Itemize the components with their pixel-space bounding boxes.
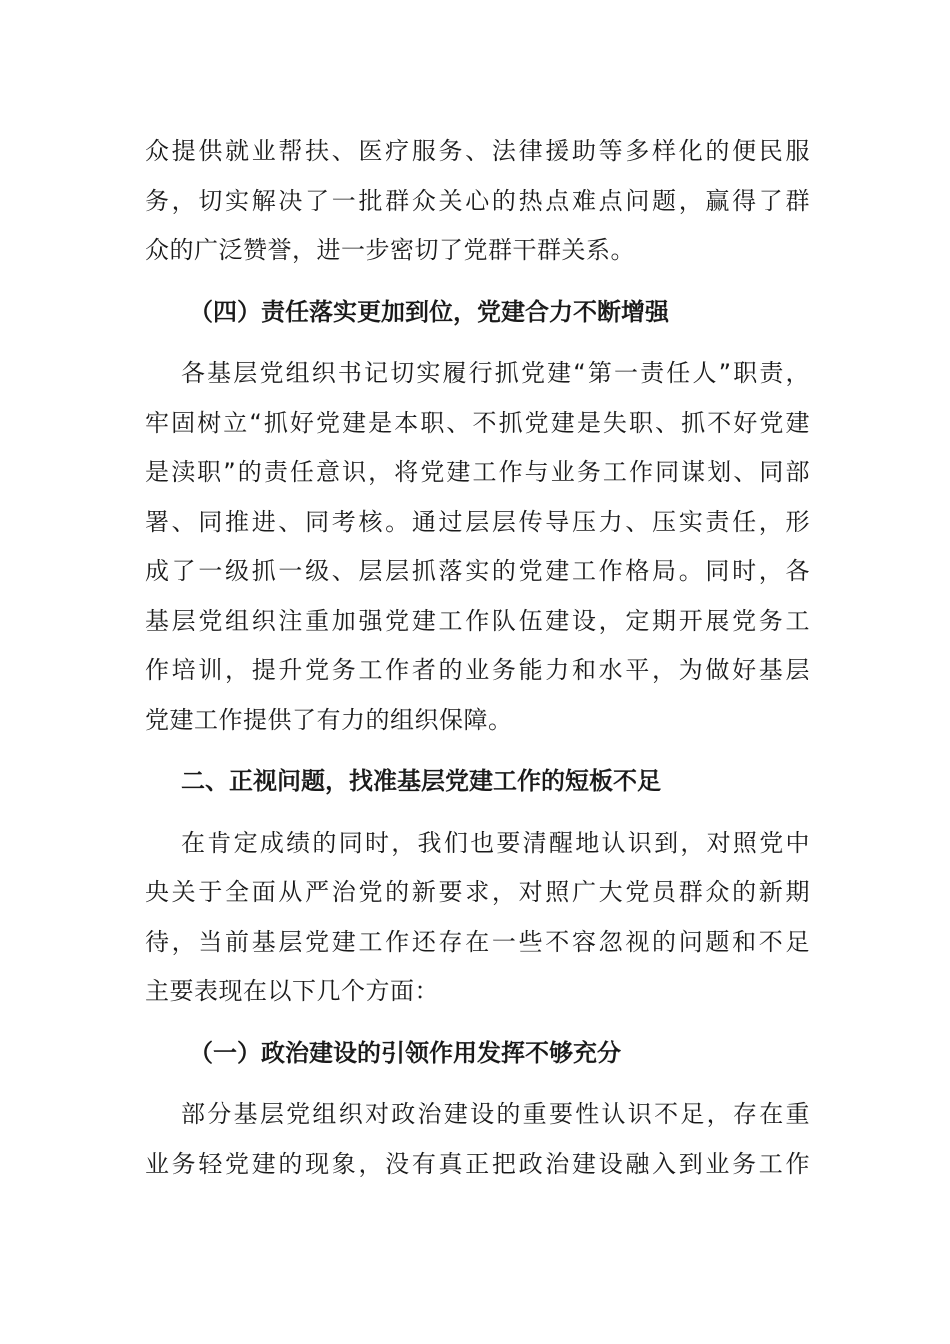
- paragraph-continuation: [145, 127, 810, 276]
- text-line: 在肯定成绩的同时，我们也要清醒地认识到，对照党中: [181, 828, 810, 857]
- text-line: 部分基层党组织对政治建设的重要性认识不足，存在重: [181, 1100, 810, 1128]
- section-heading-problems: 二、正视问题，找准基层党建工作的短板不足: [181, 767, 661, 795]
- paragraph-problems-intro: [145, 819, 810, 1017]
- text-line: 署、同推进、同考核。通过层层传导压力、压实责任，形: [145, 507, 810, 536]
- text-line: 是渎职”的责任意识，将党建工作与业务工作同谋划、同部: [145, 458, 810, 486]
- subsection-heading-responsibility: （四）责任落实更加到位，党建合力不断增强: [189, 297, 669, 326]
- text-line: 主要表现在以下几个方面：: [145, 977, 439, 1005]
- text-line: 央关于全面从严治党的新要求，对照广大党员群众的新期: [145, 878, 810, 906]
- text-line: 成了一级抓一级、层层抓落实的党建工作格局。同时，各: [145, 557, 810, 585]
- subsection-heading-political: （一）政治建设的引领作用发挥不够充分: [189, 1038, 621, 1067]
- text-line: 各基层党组织书记切实履行抓党建“第一责任人”职责，: [181, 359, 810, 387]
- text-line: 党建工作提供了有力的组织保障。: [145, 705, 513, 734]
- text-line: 众提供就业帮扶、医疗服务、法律援助等多样化的便民服: [145, 137, 810, 165]
- text-line: 作培训，提升党务工作者的业务能力和水平，为做好基层: [145, 656, 810, 684]
- document-page: [145, 127, 810, 1189]
- text-line: 务，切实解决了一批群众关心的热点难点问题，赢得了群: [145, 186, 810, 215]
- text-line: 待，当前基层党建工作还存在一些不容忽视的问题和不足: [145, 927, 810, 956]
- text-line: 众的广泛赞誉，进一步密切了党群干群关系。: [145, 236, 635, 264]
- text-line: 牢固树立“抓好党建是本职、不抓党建是失职、抓不好党建: [145, 408, 810, 437]
- paragraph-political: [145, 1090, 810, 1189]
- paragraph-responsibility: [145, 349, 810, 745]
- text-line: 业务轻党建的现象，没有真正把政治建设融入到业务工作: [145, 1149, 810, 1178]
- text-line: 基层党组织注重加强党建工作队伍建设，定期开展党务工: [145, 606, 810, 635]
